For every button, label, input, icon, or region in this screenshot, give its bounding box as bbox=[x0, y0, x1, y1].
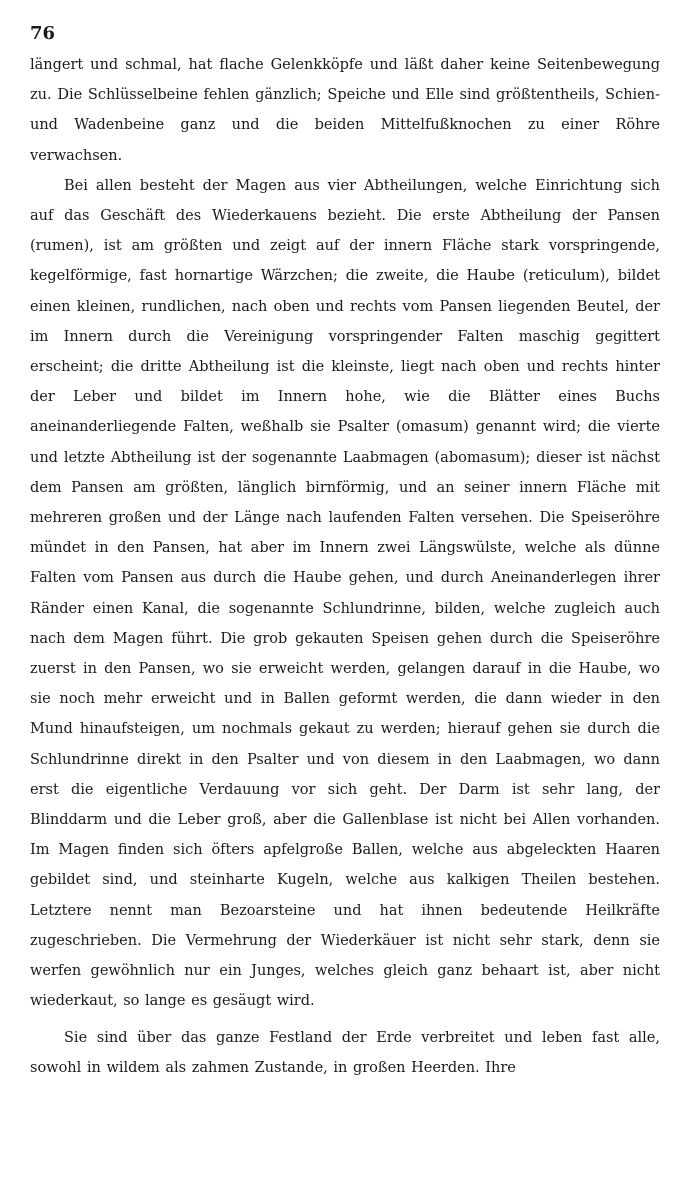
paragraph-stomach: Bei allen besteht der Magen aus vier Abtheilungen, welche Einrichtung sich auf das Geschäft des Wiederkauens bezieht. Die erste Abtheilung der Pansen (rumen), ist am größten und zeigt auf der innern Fläche stark vorspringende, kegelförmige, fast hornartige Wärzchen; die zweite, die Haube (reticulum), bildet einen kleinen, rundlichen, nach oben und rechts vom Pansen liegenden Beutel, der im Innern durch die Vereinigung vorspringender Falten maschig gegittert erscheint; die dritte Abtheilung ist die kleinste, liegt nach oben und rechts hinter der Leber und bildet im Innern hohe, wie die Blätter eines Buchs aneinanderliegende Falten, weßhalb sie Psalter (omasum) genannt wird; die vierte und letzte Abtheilung ist der sogenannte Laabmagen (abomasum); dieser ist nächst dem Pansen am größten, länglich birnförmig, und an seiner innern Fläche mit mehreren großen und der Länge nach laufenden Falten versehen. Die Speiseröhre mündet in den Pansen, hat aber im Innern zwei Längswülste, welche als dünne Falten vom Pansen aus durch die Haube gehen, und durch Aneinanderlegen ihrer Ränder einen Kanal, die sogenannte Schlundrinne, bilden, welche zugleich auch nach dem Magen führt. Die grob gekauten Speisen gehen durch die Speiseröhre zuerst in den Pansen, wo sie erweicht werden, gelangen darauf in die Haube, wo sie noch mehr erweicht und in Ballen geformt werden, die dann wieder in den Mund hinaufsteigen, um nochmals gekaut zu werden; hierauf gehen sie durch die Schlundrinne direkt in den Psalter und von diesem in den Laabmagen, wo dann erst die eigentliche Verdauung vor sich geht. Der Darm ist sehr lang, der Blinddarm und die Leber groß, aber die Gallenblase ist nicht bei Allen vorhanden. Im Magen finden sich öfters apfelgroße Ballen, welche aus abgeleckten Haaren gebildet sind, und steinharte Kugeln, welche aus kalkigen Theilen bestehen. Letztere nennt man Bezoarsteine und hat ihnen bedeutende Heilkräfte zugeschrieben. Die Vermehrung der Wiederkäuer ist nicht sehr stark, denn sie werfen gewöhnlich nur ein Junges, welches gleich ganz behaart ist, aber nicht wiederkaut, so lange es gesäugt wird. bbox=[30, 177, 660, 1010]
paragraph-continuation: längert und schmal, hat flache Gelenkköpfe und läßt daher keine Seitenbewegung zu. Die Schlüsselbeine fehlen gänzlich; Speiche und Elle sind größtentheils, Schien- und Wadenbeine ganz und die beiden Mittelfußknochen zu einer Röhre verwachsen. bbox=[30, 57, 660, 164]
paragraph-distribution: Sie sind über das ganze Festland der Erde verbreitet und leben fast alle, sowohl in wildem als zahmen Zustande, in großen Heerden. Ihre bbox=[30, 1029, 660, 1076]
page-number: 76 bbox=[30, 23, 56, 44]
body-text bbox=[30, 50, 660, 1083]
